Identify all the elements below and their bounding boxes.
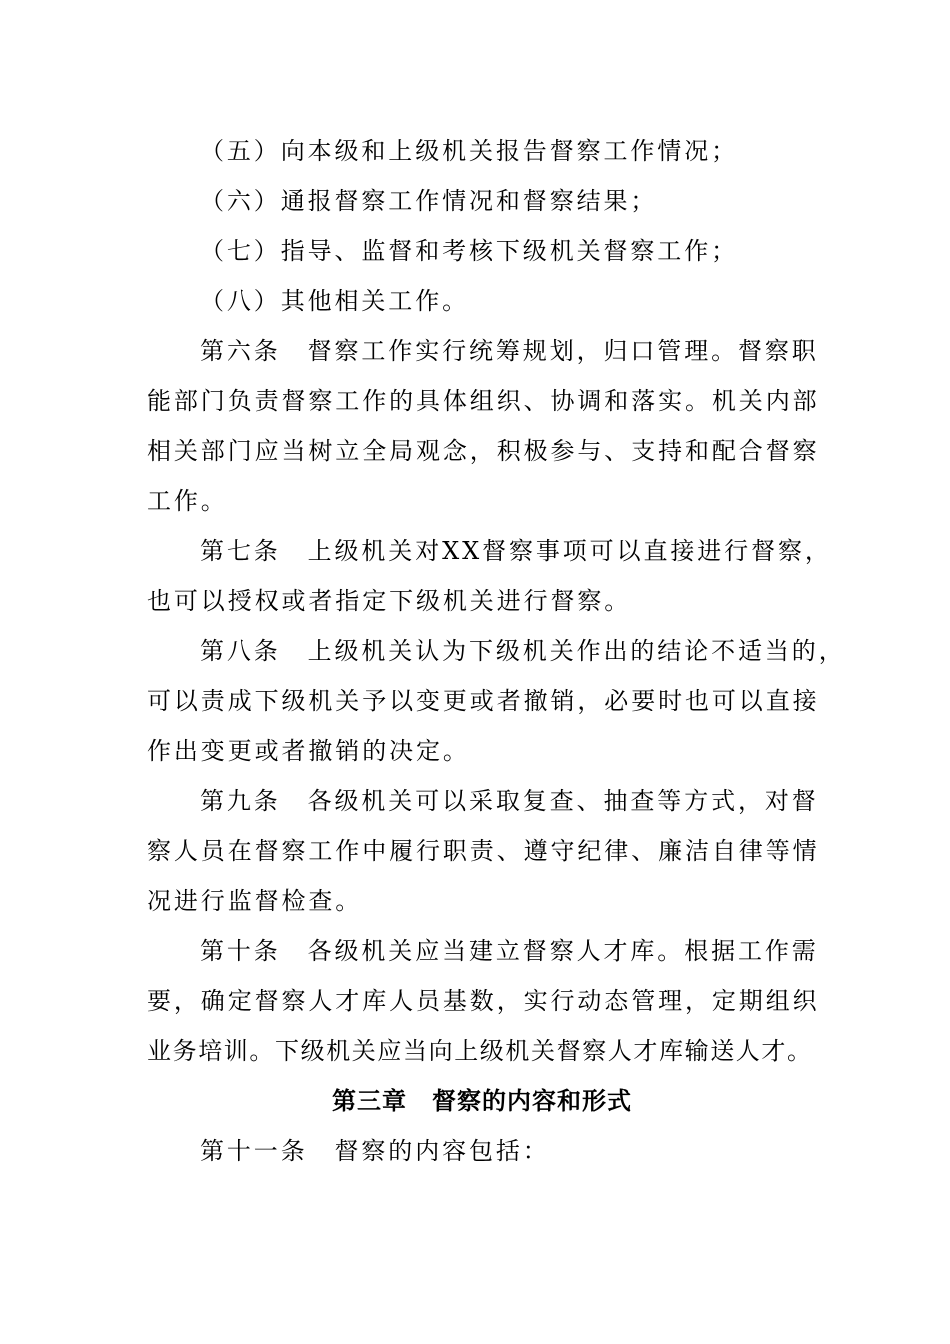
article-ten-line: 要，确定督察人才库人员基数，实行动态管理，定期组织 — [147, 987, 820, 1015]
article-eight-line: 第八条 上级机关认为下级机关作出的结论不适当的， — [200, 637, 846, 665]
article-eight-line: 可以责成下级机关予以变更或者撤销，必要时也可以直接 — [147, 687, 820, 715]
list-item-five: （五）向本级和上级机关报告督察工作情况； — [200, 137, 738, 165]
article-six-line: 第六条 督察工作实行统筹规划，归口管理。督察职 — [200, 337, 819, 365]
article-ten-line: 第十条 各级机关应当建立督察人才库。根据工作需 — [200, 937, 819, 965]
article-six-line: 能部门负责督察工作的具体组织、协调和落实。机关内部 — [147, 387, 820, 415]
list-item-eight: （八）其他相关工作。 — [200, 287, 469, 315]
article-nine-line: 第九条 各级机关可以采取复查、抽查等方式，对督 — [200, 787, 819, 815]
article-ten-line: 业务培训。下级机关应当向上级机关督察人才库输送人才。 — [147, 1037, 813, 1065]
article-nine-line: 察人员在督察工作中履行职责、遵守纪律、廉洁自律等情 — [147, 837, 820, 865]
article-eight-line: 作出变更或者撤销的决定。 — [147, 737, 470, 765]
article-nine-line: 况进行监督检查。 — [147, 887, 363, 915]
list-item-seven: （七）指导、监督和考核下级机关督察工作； — [200, 237, 738, 265]
article-seven-line: 第七条 上级机关对XX督察事项可以直接进行督察， — [200, 537, 832, 565]
list-item-six: （六）通报督察工作情况和督察结果； — [200, 187, 658, 215]
chapter-heading: 第三章 督察的内容和形式 — [332, 1086, 632, 1115]
document-body — [147, 126, 846, 1176]
article-six-line: 相关部门应当树立全局观念，积极参与、支持和配合督察 — [147, 437, 820, 465]
article-seven-line: 也可以授权或者指定下级机关进行督察。 — [147, 587, 632, 615]
article-six-line: 工作。 — [147, 487, 228, 515]
article-eleven-line: 第十一条 督察的内容包括： — [200, 1137, 550, 1165]
